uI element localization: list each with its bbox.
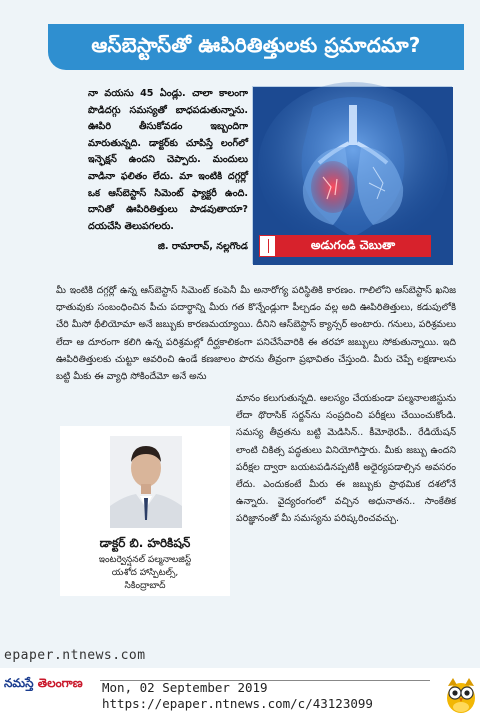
publication-date: Mon, 02 September 2019: [102, 680, 268, 695]
page-url[interactable]: https://epaper.ntnews.com/c/43123099: [102, 696, 373, 711]
source-url[interactable]: epaper.ntnews.com: [4, 648, 146, 663]
headline: ఆస్‌బెస్టాస్‌తో ఊపిరితిత్తులకు ప్రమాదమా?: [91, 32, 421, 57]
answer-text: మీ ఇంటికి దగ్గర్లో ఉన్న ఆస్‌బెస్టాస్ సిమెంట్ కంపెనీ మీ అనారోగ్య పరిస్థితికి కారణం. గాలిలోని ఆస్‌బెస్టాస్ ఖనిజ ధాతువుకు సంబంధించిన పీచు పదార్థాన్ని మీరు గత కొన్నేండ్లుగా పీల్చడం వల్ల అది ఊపిరితిత్తులు, కడుపులోకి చేరి మీసో థీలియోమా అనే జబ్బుకు కారణమయ్యాయి. దీనిని ఆస్‌బెస్టాస్ క్యాన్సర్ అంటారు. గనులు, పరిశ్రమలు లేదా ఆ దూరంగా కలిగి ఉన్న పరిశ్రమల్లో దీర్ఘకాలికంగా పనిచేసేవారికి ఈ తరహా జబ్బులు సోకుతున్నాయి. ఇది ఊపిరితిత్తులకు చుట్టూ ఆవరించి ఉండే కణజాలం పొరను తీవ్రంగా ప్రభావితం చేస్తుంది. మీరు చెప్పే లక్షణాలను బట్టి మీకు ఈ వ్యాధి సోకిందేమో అనే అను: [56, 285, 456, 383]
doctor-role-line3: సికింద్రాబాద్: [124, 581, 166, 591]
owl-mascot-icon: [444, 676, 478, 714]
answer-text-continued: మానం కలుగుతున్నది. ఆలస్యం చేయకుండా పల్మనాలజిస్టును లేదా థొరాసిక్ సర్జన్‌ను సంప్రదించి పరీక్షలు చేయించుకోండి. సమస్య తీవ్రతను బట్టి మెడిసిన్.. కీమోథెరపీ.. రేడియేషన్ లాంటి చికిత్స పద్ధతులు వినియోగిస్తారు. మీకు జబ్బు ఉందని పరీక్షల ద్వారా బయటపడినప్పటికీ అధైర్యపడాల్సిన అవసరం లేదు. ఎందుకంటే మీరు ఈ జబ్బుకు ప్రాథమిక దశలోనే ఉన్నారు. వైద్యరంగంలో వచ్చిన అధునాతన.. సాంకేతిక పరిజ్ఞానంతో మీ సమస్యను పరిష్కరించవచ్చు.: [236, 393, 456, 525]
doctor-role-line2: యశోద హాస్పిటల్స్,: [111, 568, 179, 578]
newspaper-logo: [4, 676, 96, 698]
lungs-illustration: [252, 86, 452, 264]
doctor-card: [60, 426, 230, 596]
doctor-name: డాక్టర్ బి. హరికిషన్: [99, 536, 191, 550]
doctor-photo: [110, 436, 182, 528]
doctor-role-line1: ఇంటర్వెన్షనల్ పల్మనాలజిస్ట్: [98, 555, 192, 565]
brand-part2: తెలంగాణ: [37, 676, 83, 690]
question-signature: జి. రామారావ్, నల్లగొండ: [157, 241, 248, 253]
headline-banner: [48, 24, 464, 70]
doctor-role: [60, 554, 230, 593]
section-label: అడుగండి చెబుతా: [275, 235, 431, 257]
reader-question: [88, 86, 248, 253]
brand-part1: నమస్తే: [4, 676, 34, 690]
question-text: నా వయసు 45 ఏండ్లు. చాలా కాలంగా పొడిదగ్గు సమస్యతో బాధపడుతున్నాను. ఊపిరి తీసుకోవడం ఇబ్బందిగా మారుతున్నది. డాక్టర్‌కు చూపిస్తే లంగ్‌లో ఇన్ఫెక్షన్ ఉందని చెప్పారు. మందులు వాడినా ఫలితం లేదు. మా ఇంటికి దగ్గర్లో ఒక ఆస్‌బెస్టాస్ సిమెంట్ ఫ్యాక్టరీ ఉంది. దానితో ఊపిరితిత్తులు పాడవుతాయా? దయచేసి తెలుపగలరు.: [88, 88, 248, 232]
